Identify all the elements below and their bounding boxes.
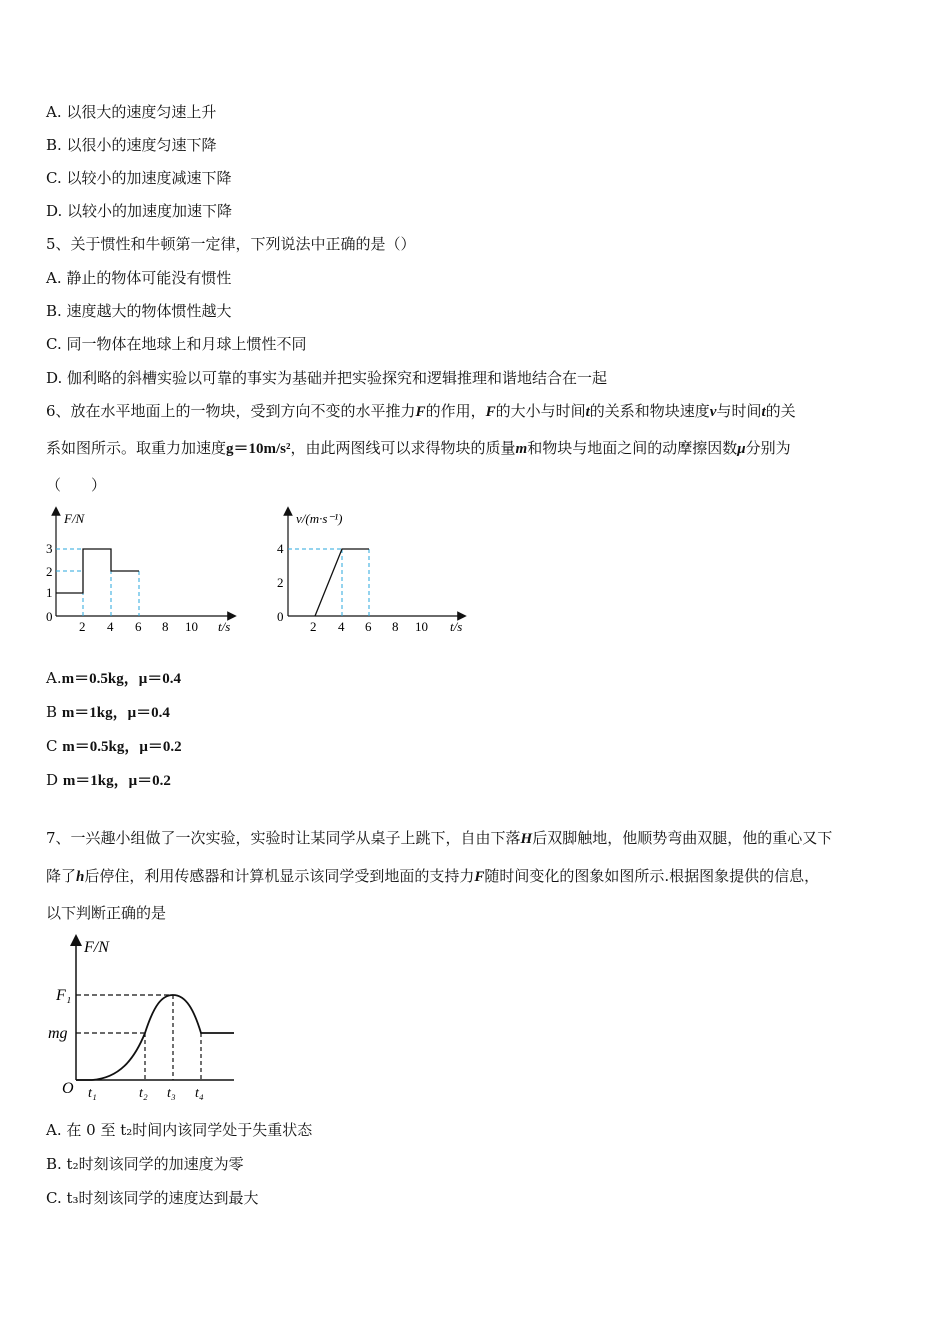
t1-label: t₁ [88, 1086, 97, 1101]
q5-option-c: C. 同一物体在地球上和月球上惯性不同 [46, 335, 307, 353]
t2-label: t₂ [139, 1086, 148, 1101]
y-tick-0: 0 [277, 609, 284, 624]
q5-stem: 5、关于惯性和牛顿第一定律，下列说法中正确的是（） [46, 235, 416, 253]
q6-option-a: A.m＝0.5kg，μ＝0.4 [46, 669, 181, 687]
mg-label: mg [48, 1025, 68, 1042]
y-axis-label: v/(m·s⁻¹) [296, 511, 343, 526]
q7-option-b: B. t₂时刻该同学的加速度为零 [46, 1155, 244, 1173]
x-tick-4: 4 [107, 619, 114, 634]
q7-support-force-chart [44, 930, 244, 1105]
q7-stem-line1: 7、一兴趣小组做了一次实验，实验时让某同学从桌子上跳下，自由下落H后双脚触地，他顺势弯曲双腿，他的重心又下 [46, 829, 833, 847]
y-tick-2: 2 [277, 575, 284, 590]
f1-label: F₁ [56, 987, 72, 1004]
q5-option-d: D. 伽利略的斜槽实验以可靠的事实为基础并把实验探究和逻辑推理和谐地结合在一起 [46, 369, 608, 387]
y-tick-1: 1 [46, 585, 53, 600]
t4-label: t₄ [195, 1086, 204, 1101]
q5-option-b: B. 速度越大的物体惯性越大 [46, 302, 232, 320]
q4-option-d: D. 以较小的加速度加速下降 [46, 202, 233, 220]
y-tick-3: 3 [46, 541, 53, 556]
x-axis-label: t/s [218, 619, 231, 634]
q6-option-b: B m＝1kg，μ＝0.4 [46, 703, 170, 721]
q6-velocity-time-chart [272, 505, 482, 637]
q6-stem-line3: （ ） [46, 476, 107, 494]
x-tick-8: 8 [162, 619, 169, 634]
x-tick-4: 4 [338, 619, 345, 634]
q4-option-b: B. 以很小的速度匀速下降 [46, 136, 217, 154]
x-tick-8: 8 [392, 619, 399, 634]
q7-stem-line3: 以下判断正确的是 [46, 904, 167, 922]
x-tick-6: 6 [365, 619, 372, 634]
y-tick-0: 0 [46, 609, 53, 624]
x-axis-label: t/s [450, 619, 463, 634]
q6-force-time-chart [40, 505, 250, 637]
q7-stem-line2: 降了h后停住，利用传感器和计算机显示该同学受到地面的支持力F随时间变化的图象如图所示.根据图象提供的信息， [46, 867, 820, 885]
q6-option-c: C m＝0.5kg，μ＝0.2 [46, 737, 182, 755]
y-axis-label: F/N [64, 511, 85, 526]
t3-label: t₃ [167, 1086, 176, 1101]
q7-option-a: A. 在 0 至 t₂时间内该同学处于失重状态 [46, 1121, 313, 1139]
origin-label: O [62, 1080, 74, 1097]
y-tick-4: 4 [277, 541, 284, 556]
q7-option-c: C. t₃时刻该同学的速度达到最大 [46, 1189, 259, 1207]
x-tick-10: 10 [415, 619, 428, 634]
q5-option-a: A. 静止的物体可能没有惯性 [46, 269, 232, 287]
q4-option-c: C. 以较小的加速度减速下降 [46, 169, 232, 187]
x-tick-2: 2 [310, 619, 317, 634]
force-series [56, 549, 139, 593]
y-axis-label: F/N [84, 939, 109, 956]
x-tick-6: 6 [135, 619, 142, 634]
force-curve [76, 995, 234, 1080]
q6-stem-line1: 6、放在水平地面上的一物块，受到方向不变的水平推力F的作用，F的大小与时间t的关系和物块速度v与时间t的关 [46, 402, 796, 420]
q6-option-d: D m＝1kg，μ＝0.2 [46, 771, 171, 789]
x-tick-10: 10 [185, 619, 198, 634]
q6-stem-line2: 系如图所示。取重力加速度g＝10m/s²，由此两图线可以求得物块的质量m和物块与地面之间的动摩擦因数μ分别为 [46, 439, 791, 457]
y-tick-2: 2 [46, 564, 53, 579]
x-tick-2: 2 [79, 619, 86, 634]
q4-option-a: A. 以很大的速度匀速上升 [46, 103, 217, 121]
